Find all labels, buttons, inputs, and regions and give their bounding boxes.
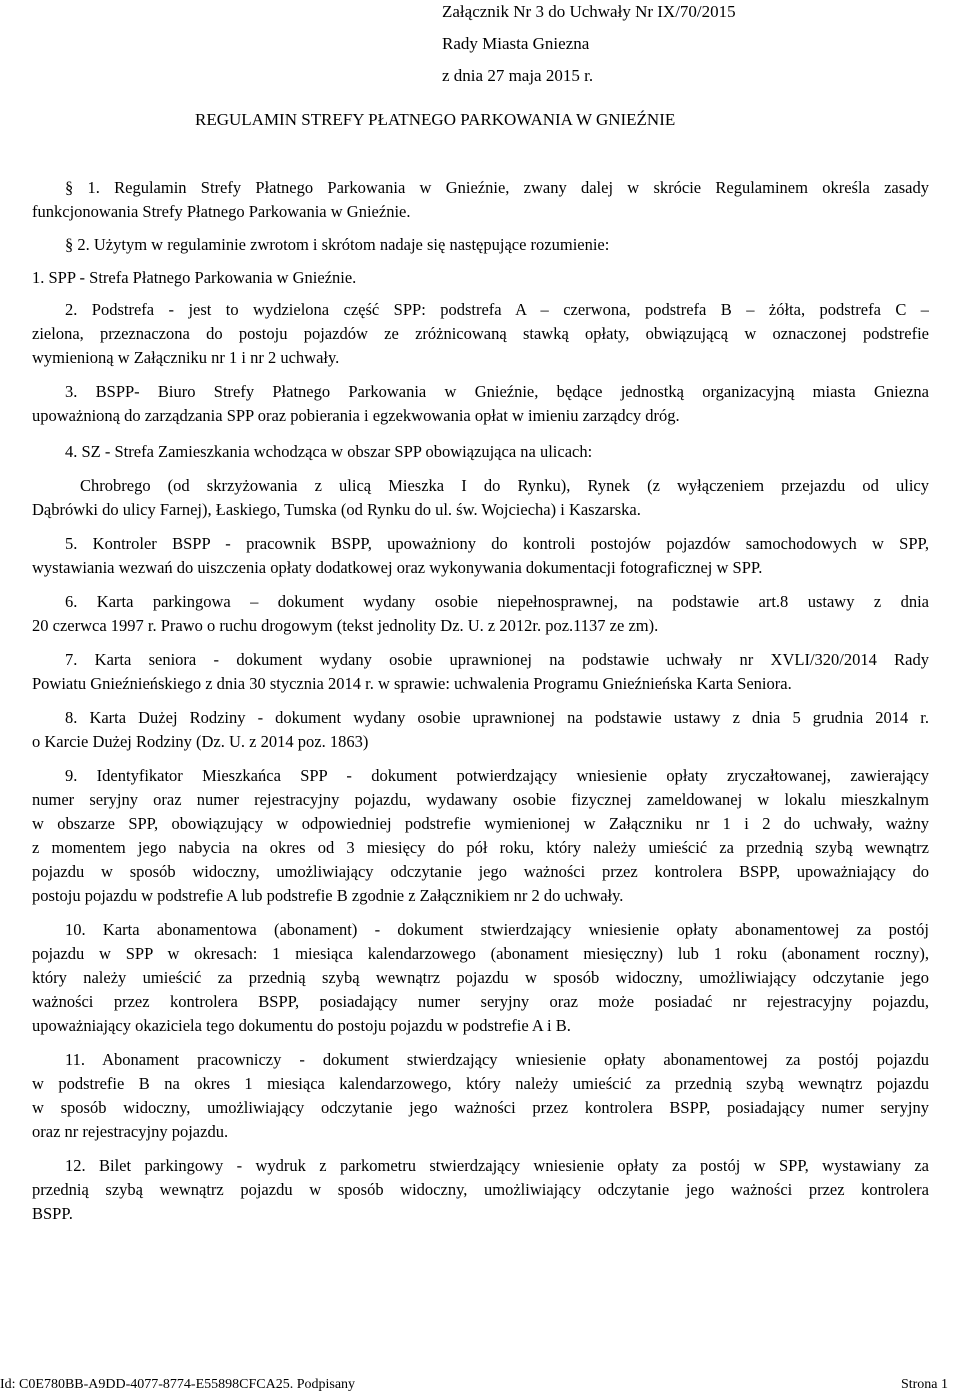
text-line: w obszarze SPP, obowiązujący w odpowiedniej podstrefie wymienionej w Załączniku nr 1 i 2 do uchwały, ważny [32, 814, 929, 833]
text-line: numer seryjny oraz numer rejestracyjny pojazdu, wydawany osobie fizycznej zameldowanej w lokalu mieszkalnym [32, 790, 929, 809]
footer-document-id: Id: C0E780BB-A9DD-4077-8774-E55898CFCA25. Podpisany [0, 1377, 356, 1392]
text-line: w sposób widoczny, umożliwiający odczytanie jego ważności przez kontrolera BSPP, posiadający numer seryjny [32, 1098, 929, 1117]
text-line: 4. SZ - Strefa Zamieszkania wchodząca w obszar SPP obowiązująca na ulicach: [65, 442, 593, 461]
text-line: zielona, przeznaczona do postoju pojazdów ze zróżnicowaną stawką opłaty, obwiązującą w oznaczonej podstrefie [32, 324, 929, 343]
footer-page-number: Strona 1 [900, 1377, 948, 1392]
text-line: Powiatu Gnieźnieńskiego z dnia 30 stycznia 2014 r. w sprawie: uchwalenia Programu Gnieźnieńska Karta Seniora. [32, 674, 792, 693]
text-line: postoju pojazdu w podstrefie A lub podstrefie B zgodnie z Załącznikiem nr 2 do uchwały. [32, 886, 624, 905]
text-line: funkcjonowania Strefy Płatnego Parkowania w Gnieźnie. [32, 202, 411, 221]
text-line: ważności przez kontrolera BSPP, posiadający numer seryjny oraz może posiadać nr rejestracyjny pojazdu, [32, 992, 929, 1011]
text-line: z momentem jego nabycia na okres od 3 miesięcy do pół roku, który należy umieścić za przednią szybą wewnątrz [32, 838, 929, 857]
text-line: upoważniający okaziciela tego dokumentu do postoju pojazdu w podstrefie A i B. [32, 1016, 571, 1035]
text-line: pojazdu w SPP w okresach: 1 miesiąca kalendarzowego (abonament miesięczny) lub 1 roku (abonament roczny), [32, 944, 929, 963]
text-line: oraz nr rejestracyjny pojazdu. [32, 1122, 229, 1141]
text-line: BSPP. [32, 1204, 73, 1223]
header-line-2: Rady Miasta Gniezna [442, 34, 590, 53]
text-line: 1. SPP - Strefa Płatnego Parkowania w Gnieźnie. [32, 268, 357, 287]
text-line: wymienioną w Załączniku nr 1 i nr 2 uchwały. [32, 348, 340, 367]
text-line: 8. Karta Dużej Rodziny - dokument wydany osobie uprawnionej na podstawie ustawy z dnia 5 grudnia 2014 r. [65, 708, 929, 727]
text-line: § 1. Regulamin Strefy Płatnego Parkowania w Gnieźnie, zwany dalej w skrócie Regulaminem określa zasady [65, 178, 929, 197]
text-line: 20 czerwca 1997 r. Prawo o ruchu drogowym (tekst jednolity Dz. U. z 2012r. poz.1137 ze zm). [32, 616, 659, 635]
text-line: 11. Abonament pracowniczy - dokument stwierdzający wniesienie opłaty abonamentowej za postój pojazdu [65, 1050, 929, 1069]
text-line: 9. Identyfikator Mieszkańca SPP - dokument potwierdzający wniesienie opłaty zryczałtowanej, zawierający [65, 766, 929, 785]
text-line: który należy umieścić za przednią szybą wewnątrz pojazdu w sposób widoczny, umożliwiający odczytanie jego [32, 968, 929, 987]
text-line: 5. Kontroler BSPP - pracownik BSPP, upoważniony do kontroli postojów pojazdów samochodowych w SPP, [65, 534, 929, 553]
text-line: 3. BSPP- Biuro Strefy Płatnego Parkowania w Gnieźnie, będące jednostką organizacyjną miasta Gniezna [65, 382, 929, 401]
text-line: 10. Karta abonamentowa (abonament) - dokument stwierdzający wniesienie opłaty abonamentowej za postój [65, 920, 929, 939]
text-line: w podstrefie B na okres 1 miesiąca kalendarzowego, który należy umieścić za przednią szybą wewnątrz pojazdu [32, 1074, 929, 1093]
text-line: Chrobrego (od skrzyżowania z ulicą Mieszka I do Rynku), Rynek (z wyłączeniem przejazdu od ulicy [80, 476, 929, 495]
text-line: 12. Bilet parkingowy - wydruk z parkometru stwierdzający wniesienie opłaty za postój w SPP, wystawiany za [65, 1156, 929, 1175]
text-line: pojazdu w sposób widoczny, umożliwiający odczytanie jego ważności przez kontrolera BSPP, upoważniający do [32, 862, 929, 881]
text-line: wystawiania wezwań do uiszczenia opłaty dodatkowej oraz wykonywania dokumentacji fotograficznej w SPP. [32, 558, 763, 577]
text-line: przednią szybą wewnątrz pojazdu w sposób widoczny, umożliwiający odczytanie jego ważności przez kontrolera [32, 1180, 929, 1199]
text-line: 7. Karta seniora - dokument wydany osobie uprawnionej na podstawie uchwały nr XVLI/320/2014 Rady [65, 650, 929, 669]
text-line: o Karcie Dużej Rodziny (Dz. U. z 2014 poz. 1863) [32, 732, 369, 751]
header-line-3: z dnia 27 maja 2015 r. [442, 66, 594, 85]
text-line: 2. Podstrefa - jest to wydzielona część SPP: podstrefa A – czerwona, podstrefa B – żółta, podstrefa C – [65, 300, 929, 319]
text-line: § 2. Użytym w regulaminie zwrotom i skrótom nadaje się następujące rozumienie: [65, 235, 610, 254]
text-line: upoważnioną do zarządzania SPP oraz pobierania i egzekwowania opłat w imieniu zarządcy dróg. [32, 406, 680, 425]
text-line: 6. Karta parkingowa – dokument wydany osobie niepełnosprawnej, na podstawie art.8 ustawy z dnia [65, 592, 929, 611]
text-line: Dąbrówki do ulicy Farnej), Łaskiego, Tumska (od Rynku do ul. św. Wojciecha) i Kaszarska. [32, 500, 641, 519]
document-title: REGULAMIN STREFY PŁATNEGO PARKOWANIA W GNIEŹNIE [195, 110, 676, 129]
header-line-1: Załącznik Nr 3 do Uchwały Nr IX/70/2015 [442, 2, 736, 21]
